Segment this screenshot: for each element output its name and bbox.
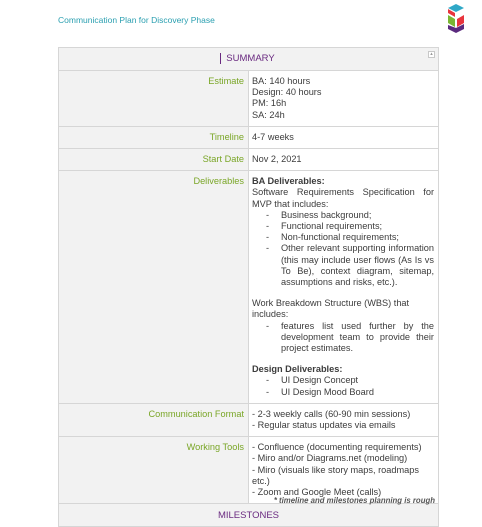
document-title: Communication Plan for Discovery Phase: [58, 15, 215, 25]
summary-heading-row: [59, 48, 439, 71]
summary-heading-cell: [59, 48, 439, 71]
planning-note: * timeline and milestones planning is rough: [273, 496, 435, 505]
summary-heading: SUMMARY: [220, 53, 274, 64]
milestones-heading-row: [59, 504, 439, 527]
working-tools-row: [59, 437, 439, 504]
working-tools-value: [249, 437, 439, 504]
start-date-label: Start Date: [59, 149, 249, 171]
timeline-row: [59, 126, 439, 148]
start-date-row: [59, 149, 439, 171]
list-item: - Non-functional requirements;: [266, 232, 399, 243]
timeline-value: 4-7 weeks: [249, 126, 439, 148]
estimate-value: [249, 71, 439, 127]
deliverables-label: Deliverables: [59, 171, 249, 404]
list-item: - Regular status updates via emails: [252, 420, 396, 431]
list-item: - UI Design Concept: [266, 375, 359, 386]
start-date-value: Nov 2, 2021: [249, 149, 439, 171]
list-item: - 2-3 weekly calls (60-90 min sessions): [252, 408, 411, 419]
list-item: - Confluence (documenting requirements): [252, 442, 422, 453]
list-item: - Functional requirements;: [266, 221, 383, 232]
estimate-line: SA: 24h: [252, 109, 285, 120]
deliverables-row: [59, 171, 439, 404]
list-item: - UI Design Mood Board: [266, 386, 374, 397]
list-item: - Zoom and Google Meet (calls): [252, 487, 382, 498]
cube-logo-icon: [444, 3, 468, 33]
working-tools-label: Working Tools: [59, 437, 249, 504]
list-item: - Other relevant supporting information (this may include user flows (As Is vs To Be), context diagram, sitemap, assumptions and risks, etc.).: [266, 243, 434, 288]
communication-format-value: [249, 403, 439, 436]
summary-table: [58, 47, 439, 527]
list-item: - Business background;: [266, 209, 372, 220]
ba-deliverables-heading: BA Deliverables:: [252, 176, 325, 187]
ba-intro: Software Requirements Specification for MVP that includes:: [252, 187, 434, 209]
estimate-line: PM: 16h: [252, 98, 287, 109]
collapse-icon[interactable]: ▴: [428, 51, 435, 58]
list-item: - Miro and/or Diagrams.net (modeling): [252, 453, 408, 464]
milestones-heading: MILESTONES: [59, 504, 439, 527]
list-item: - features list used further by the development team to provide their project estimates.: [266, 320, 434, 354]
estimate-row: [59, 71, 439, 127]
communication-format-row: [59, 403, 439, 436]
communication-format-label: Communication Format: [59, 403, 249, 436]
design-deliverables-heading: Design Deliverables:: [252, 364, 343, 375]
estimate-line: Design: 40 hours: [252, 87, 322, 98]
list-item: - Miro (visuals like story maps, roadmaps etc.): [252, 464, 419, 486]
deliverables-value: [249, 171, 439, 404]
timeline-label: Timeline: [59, 126, 249, 148]
estimate-line: BA: 140 hours: [252, 76, 311, 86]
estimate-label: Estimate: [59, 71, 249, 127]
wbs-intro: Work Breakdown Structure (WBS) that includes:: [252, 298, 410, 320]
